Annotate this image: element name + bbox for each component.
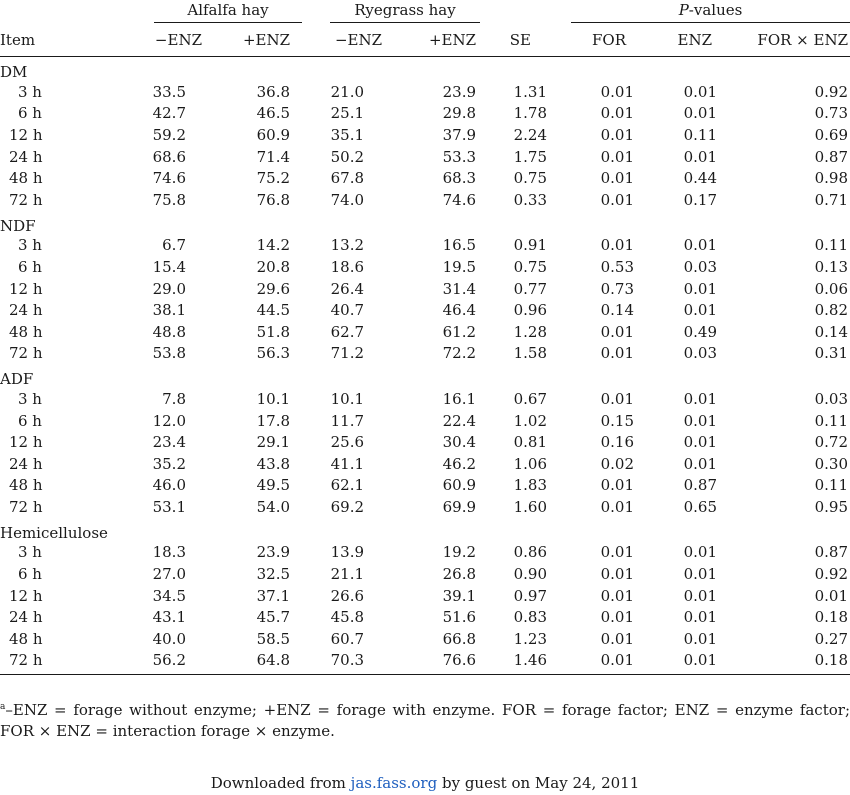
col-header-enz: ENZ xyxy=(677,31,713,49)
cell-se: 0.67 xyxy=(513,389,548,408)
cell-ryegrass-plus-enz: 66.8 xyxy=(442,629,477,648)
table-row xyxy=(0,475,850,497)
cell-ryegrass-minus-enz: 45.8 xyxy=(330,608,365,627)
cell-ryegrass-minus-enz: 50.2 xyxy=(330,147,365,166)
cell-alfalfa-minus-enz: 29.0 xyxy=(152,279,186,298)
cell-p-for-x-enz: 0.71 xyxy=(814,190,849,209)
cell-ryegrass-plus-enz: 39.1 xyxy=(442,586,477,605)
cell-time-label: 3 h xyxy=(18,236,42,255)
group-header-row xyxy=(0,0,850,24)
cell-alfalfa-plus-enz: 71.4 xyxy=(256,147,291,166)
cell-ryegrass-plus-enz: 72.2 xyxy=(442,344,477,363)
section-label: Hemicellulose xyxy=(0,523,108,542)
pvalues-p-label: P xyxy=(678,1,689,19)
cell-p-for-x-enz: 0.14 xyxy=(814,322,849,341)
cell-alfalfa-plus-enz: 54.0 xyxy=(256,497,291,516)
ryegrass-group-header: Ryegrass hay xyxy=(298,0,478,24)
cell-alfalfa-plus-enz: 43.8 xyxy=(256,454,291,473)
cell-p-enz: 0.01 xyxy=(683,629,718,648)
cell-p-for: 0.73 xyxy=(600,279,635,298)
table-row xyxy=(0,628,850,650)
cell-time-label: 72 h xyxy=(9,344,43,363)
cell-time-label: 72 h xyxy=(9,190,43,209)
cell-alfalfa-minus-enz: 18.3 xyxy=(152,543,186,562)
cell-p-for-x-enz: 0.87 xyxy=(814,543,849,562)
cell-p-enz: 0.01 xyxy=(683,147,718,166)
section-row xyxy=(0,211,850,235)
cell-alfalfa-minus-enz: 75.8 xyxy=(152,190,186,209)
table-row xyxy=(0,299,850,321)
cell-se: 0.90 xyxy=(513,565,548,584)
cell-p-for-x-enz: 0.06 xyxy=(814,279,849,298)
cell-alfalfa-minus-enz: 34.5 xyxy=(152,586,186,605)
cell-ryegrass-minus-enz: 70.3 xyxy=(298,650,388,675)
cell-p-for: 0.15 xyxy=(600,411,635,430)
cell-ryegrass-plus-enz: 22.4 xyxy=(442,411,477,430)
section-label: DM xyxy=(0,63,28,81)
cell-p-enz: 0.01 xyxy=(683,104,718,123)
cell-time-label: 24 h xyxy=(9,454,43,473)
cell-se: 1.58 xyxy=(513,344,548,363)
pvalues-group-header xyxy=(563,0,850,24)
cell-alfalfa-plus-enz: 20.8 xyxy=(256,257,291,276)
cell-ryegrass-minus-enz: 26.6 xyxy=(330,586,365,605)
cell-se: 1.06 xyxy=(513,454,548,473)
cell-ryegrass-plus-enz: 69.9 xyxy=(442,497,477,516)
cell-alfalfa-minus-enz: 15.4 xyxy=(152,257,186,276)
cell-ryegrass-minus-enz: 41.1 xyxy=(330,454,365,473)
alfalfa-group-header: Alfalfa hay xyxy=(118,0,298,24)
cell-p-enz: 0.01 xyxy=(683,411,718,430)
cell-p-for-x-enz: 0.01 xyxy=(814,586,849,605)
cell-p-for: 0.01 xyxy=(600,629,635,648)
cell-ryegrass-plus-enz: 29.8 xyxy=(442,104,477,123)
cell-ryegrass-plus-enz: 19.2 xyxy=(442,543,477,562)
cell-p-enz: 0.01 xyxy=(683,433,718,452)
cell-p-for-x-enz: 0.92 xyxy=(814,82,849,101)
cell-p-for: 0.01 xyxy=(600,82,635,101)
cell-alfalfa-minus-enz: 46.0 xyxy=(152,476,186,495)
section-label: ADF xyxy=(0,370,34,389)
cell-p-enz: 0.01 xyxy=(683,454,718,473)
cell-ryegrass-plus-enz: 51.6 xyxy=(442,608,477,627)
cell-p-for: 0.01 xyxy=(600,344,635,363)
cell-p-for: 0.01 xyxy=(600,608,635,627)
cell-alfalfa-minus-enz: 33.5 xyxy=(152,82,186,101)
cell-time-label: 12 h xyxy=(9,125,43,144)
pvalues-suffix-label: -values xyxy=(688,1,743,19)
cell-p-for-x-enz: 0.82 xyxy=(814,301,849,320)
table-row xyxy=(0,496,850,518)
cell-p-enz: 0.01 xyxy=(650,650,730,675)
cell-alfalfa-plus-enz: 51.8 xyxy=(256,322,291,341)
cell-se: 0.75 xyxy=(513,257,548,276)
cell-alfalfa-plus-enz: 23.9 xyxy=(256,543,291,562)
table-row xyxy=(0,606,850,628)
cell-p-for: 0.01 xyxy=(600,104,635,123)
cell-alfalfa-plus-enz: 49.5 xyxy=(256,476,291,495)
cell-p-enz: 0.01 xyxy=(683,608,718,627)
cell-time-label: 24 h xyxy=(9,301,43,320)
col-header-alfalfa-plus-enz: +ENZ xyxy=(242,31,291,49)
table-row xyxy=(0,189,850,211)
download-link[interactable]: jas.fass.org xyxy=(350,774,438,792)
cell-p-enz: 0.01 xyxy=(683,236,718,255)
cell-p-for: 0.01 xyxy=(600,586,635,605)
cell-p-for: 0.16 xyxy=(600,433,635,452)
cell-p-for-x-enz: 0.87 xyxy=(814,147,849,166)
cell-alfalfa-minus-enz: 42.7 xyxy=(152,104,186,123)
cell-p-enz: 0.17 xyxy=(683,190,718,209)
cell-time-label: 12 h xyxy=(9,586,43,605)
cell-se: 0.86 xyxy=(513,543,548,562)
cell-p-for: 0.01 xyxy=(600,543,635,562)
cell-time-label: 3 h xyxy=(18,389,42,408)
cell-time-label: 3 h xyxy=(18,82,42,101)
cell-time-label: 12 h xyxy=(9,279,43,298)
cell-alfalfa-plus-enz: 58.5 xyxy=(256,629,291,648)
cell-p-enz: 0.03 xyxy=(683,257,718,276)
cell-ryegrass-plus-enz: 46.4 xyxy=(442,301,477,320)
cell-se: 1.46 xyxy=(478,650,563,675)
cell-ryegrass-plus-enz: 61.2 xyxy=(442,322,477,341)
cell-alfalfa-plus-enz: 75.2 xyxy=(256,169,291,188)
cell-alfalfa-minus-enz: 74.6 xyxy=(152,169,186,188)
cell-alfalfa-minus-enz: 35.2 xyxy=(152,454,186,473)
cell-p-enz: 0.01 xyxy=(683,586,718,605)
cell-p-for-x-enz: 0.11 xyxy=(814,476,849,495)
cell-alfalfa-minus-enz: 56.2 xyxy=(118,650,208,675)
cell-alfalfa-minus-enz: 12.0 xyxy=(152,411,186,430)
table-row xyxy=(0,585,850,607)
cell-ryegrass-plus-enz: 53.3 xyxy=(442,147,477,166)
col-header-se: SE xyxy=(509,31,532,49)
table-row xyxy=(0,103,850,125)
cell-ryegrass-minus-enz: 35.1 xyxy=(330,125,365,144)
cell-time-label: 48 h xyxy=(9,476,43,495)
cell-alfalfa-plus-enz: 45.7 xyxy=(256,608,291,627)
cell-time-label: 6 h xyxy=(18,411,42,430)
cell-p-for: 0.01 xyxy=(600,476,635,495)
col-header-ryegrass-plus-enz: +ENZ xyxy=(428,31,477,49)
table-row xyxy=(0,256,850,278)
cell-p-for-x-enz: 0.13 xyxy=(814,257,849,276)
cell-se: 1.28 xyxy=(513,322,548,341)
cell-se: 1.75 xyxy=(513,147,548,166)
cell-ryegrass-minus-enz: 40.7 xyxy=(330,301,365,320)
section-row xyxy=(0,57,850,82)
cell-ryegrass-minus-enz: 11.7 xyxy=(330,411,365,430)
cell-se: 0.83 xyxy=(513,608,548,627)
cell-p-for: 0.01 xyxy=(600,389,635,408)
cell-p-enz: 0.01 xyxy=(683,279,718,298)
cell-ryegrass-minus-enz: 13.9 xyxy=(330,543,365,562)
cell-p-enz: 0.65 xyxy=(683,497,718,516)
cell-time-label: 24 h xyxy=(9,608,43,627)
table-row xyxy=(0,81,850,103)
table-row xyxy=(0,453,850,475)
cell-se: 1.02 xyxy=(513,411,548,430)
cell-p-for: 0.01 xyxy=(600,497,635,516)
cell-se: 0.97 xyxy=(513,586,548,605)
cell-ryegrass-minus-enz: 21.0 xyxy=(330,82,365,101)
download-suffix: by guest on May 24, 2011 xyxy=(437,774,640,792)
cell-alfalfa-minus-enz: 6.7 xyxy=(162,236,186,255)
cell-alfalfa-minus-enz: 23.4 xyxy=(152,433,186,452)
cell-ryegrass-plus-enz: 37.9 xyxy=(442,125,477,144)
table-row xyxy=(0,410,850,432)
cell-p-for-x-enz: 0.92 xyxy=(814,565,849,584)
cell-p-for-x-enz: 0.30 xyxy=(814,454,849,473)
cell-p-for: 0.01 xyxy=(600,169,635,188)
cell-p-for: 0.01 xyxy=(600,125,635,144)
col-header-for: FOR xyxy=(592,31,627,49)
cell-alfalfa-minus-enz: 53.8 xyxy=(152,344,186,363)
table-row xyxy=(0,278,850,300)
cell-ryegrass-minus-enz: 69.2 xyxy=(330,497,365,516)
cell-time-label: 48 h xyxy=(9,629,43,648)
table-row xyxy=(0,343,850,365)
cell-p-for: 0.01 xyxy=(600,322,635,341)
cell-alfalfa-minus-enz: 38.1 xyxy=(152,301,186,320)
cell-p-enz: 0.03 xyxy=(683,344,718,363)
cell-alfalfa-plus-enz: 32.5 xyxy=(256,565,291,584)
cell-se: 2.24 xyxy=(513,125,548,144)
download-notice xyxy=(0,774,850,792)
cell-time-label: 48 h xyxy=(9,322,43,341)
cell-p-for-x-enz: 0.27 xyxy=(814,629,849,648)
cell-ryegrass-plus-enz: 23.9 xyxy=(442,82,477,101)
cell-ryegrass-plus-enz: 31.4 xyxy=(442,279,477,298)
cell-ryegrass-plus-enz: 26.8 xyxy=(442,565,477,584)
cell-alfalfa-plus-enz: 17.8 xyxy=(256,411,291,430)
table-row xyxy=(0,388,850,410)
cell-p-enz: 0.01 xyxy=(683,389,718,408)
cell-ryegrass-plus-enz: 46.2 xyxy=(442,454,477,473)
cell-p-for: 0.01 xyxy=(600,147,635,166)
cell-ryegrass-minus-enz: 67.8 xyxy=(330,169,365,188)
cell-alfalfa-minus-enz: 43.1 xyxy=(152,608,186,627)
cell-time-label: 3 h xyxy=(18,543,42,562)
cell-ryegrass-minus-enz: 25.1 xyxy=(330,104,365,123)
cell-p-for-x-enz: 0.11 xyxy=(814,411,849,430)
cell-p-for-x-enz: 0.11 xyxy=(814,236,849,255)
cell-p-for-x-enz: 0.18 xyxy=(730,650,850,675)
cell-ryegrass-minus-enz: 62.1 xyxy=(330,476,365,495)
cell-ryegrass-plus-enz: 68.3 xyxy=(442,169,477,188)
cell-alfalfa-minus-enz: 7.8 xyxy=(162,389,186,408)
cell-p-enz: 0.01 xyxy=(683,565,718,584)
cell-ryegrass-plus-enz: 76.6 xyxy=(388,650,478,675)
cell-p-enz: 0.87 xyxy=(683,476,718,495)
cell-se: 0.96 xyxy=(513,301,548,320)
column-header-row xyxy=(0,24,850,57)
footnote-text: –ENZ = forage without enzyme; +ENZ = forage with enzyme. FOR = forage factor; ENZ = enzyme factor; FOR × ENZ = interaction forage × enzyme. xyxy=(0,701,850,740)
cell-time-label: 6 h xyxy=(18,104,42,123)
table-row xyxy=(0,124,850,146)
cell-alfalfa-minus-enz: 27.0 xyxy=(152,565,186,584)
footnote xyxy=(0,700,850,742)
cell-ryegrass-plus-enz: 60.9 xyxy=(442,476,477,495)
cell-p-enz: 0.01 xyxy=(683,543,718,562)
cell-ryegrass-plus-enz: 19.5 xyxy=(442,257,477,276)
cell-alfalfa-minus-enz: 40.0 xyxy=(152,629,186,648)
cell-p-for-x-enz: 0.72 xyxy=(814,433,849,452)
cell-alfalfa-plus-enz: 29.6 xyxy=(256,279,291,298)
cell-ryegrass-minus-enz: 71.2 xyxy=(330,344,365,363)
cell-ryegrass-minus-enz: 25.6 xyxy=(330,433,365,452)
cell-alfalfa-plus-enz: 60.9 xyxy=(256,125,291,144)
cell-alfalfa-plus-enz: 56.3 xyxy=(256,344,291,363)
section-row xyxy=(0,518,850,542)
cell-p-for-x-enz: 0.18 xyxy=(814,608,849,627)
cell-alfalfa-plus-enz: 14.2 xyxy=(256,236,291,255)
cell-alfalfa-plus-enz: 36.8 xyxy=(256,82,291,101)
cell-alfalfa-minus-enz: 48.8 xyxy=(152,322,186,341)
footnote-marker: a xyxy=(0,702,6,712)
cell-p-for: 0.14 xyxy=(600,301,635,320)
cell-alfalfa-plus-enz: 29.1 xyxy=(256,433,291,452)
cell-p-enz: 0.01 xyxy=(683,82,718,101)
cell-p-enz: 0.01 xyxy=(683,301,718,320)
col-header-alfalfa-minus-enz: −ENZ xyxy=(154,31,202,49)
cell-p-for: 0.01 xyxy=(600,236,635,255)
col-header-for-x-enz: FOR × ENZ xyxy=(757,31,849,49)
cell-ryegrass-minus-enz: 10.1 xyxy=(330,389,365,408)
cell-se: 0.91 xyxy=(513,236,548,255)
cell-ryegrass-minus-enz: 26.4 xyxy=(330,279,365,298)
cell-ryegrass-minus-enz: 13.2 xyxy=(330,236,365,255)
cell-alfalfa-plus-enz: 37.1 xyxy=(256,586,291,605)
cell-alfalfa-plus-enz: 46.5 xyxy=(256,104,291,123)
cell-time-label: 6 h xyxy=(18,257,42,276)
cell-alfalfa-minus-enz: 59.2 xyxy=(152,125,186,144)
download-prefix: Downloaded from xyxy=(210,774,351,792)
cell-se: 0.81 xyxy=(513,433,548,452)
cell-ryegrass-minus-enz: 62.7 xyxy=(330,322,365,341)
table-row xyxy=(0,650,850,675)
cell-p-enz: 0.44 xyxy=(683,169,718,188)
cell-ryegrass-minus-enz: 60.7 xyxy=(330,629,365,648)
cell-p-enz: 0.49 xyxy=(683,322,718,341)
cell-p-for: 0.01 xyxy=(600,565,635,584)
cell-time-label: 72 h xyxy=(0,650,118,675)
table-row xyxy=(0,235,850,257)
col-header-ryegrass-minus-enz: −ENZ xyxy=(334,31,383,49)
cell-alfalfa-minus-enz: 68.6 xyxy=(152,147,186,166)
table-row xyxy=(0,431,850,453)
cell-p-for: 0.02 xyxy=(600,454,635,473)
cell-alfalfa-plus-enz: 64.8 xyxy=(208,650,298,675)
cell-time-label: 6 h xyxy=(18,565,42,584)
cell-p-for-x-enz: 0.31 xyxy=(814,344,849,363)
cell-time-label: 12 h xyxy=(9,433,43,452)
table-row xyxy=(0,542,850,564)
cell-se: 1.60 xyxy=(513,497,548,516)
cell-ryegrass-minus-enz: 18.6 xyxy=(330,257,365,276)
cell-ryegrass-plus-enz: 16.5 xyxy=(442,236,477,255)
cell-se: 1.83 xyxy=(513,476,548,495)
cell-ryegrass-minus-enz: 21.1 xyxy=(330,565,365,584)
cell-p-for: 0.01 xyxy=(563,650,650,675)
cell-se: 0.75 xyxy=(513,169,548,188)
cell-p-for: 0.01 xyxy=(600,190,635,209)
cell-ryegrass-plus-enz: 74.6 xyxy=(442,190,477,209)
table-row xyxy=(0,563,850,585)
cell-alfalfa-plus-enz: 76.8 xyxy=(256,190,291,209)
cell-ryegrass-plus-enz: 16.1 xyxy=(442,389,477,408)
table-row xyxy=(0,146,850,168)
cell-alfalfa-minus-enz: 53.1 xyxy=(152,497,186,516)
cell-p-for: 0.53 xyxy=(600,257,635,276)
section-label: NDF xyxy=(0,216,36,235)
cell-p-for-x-enz: 0.73 xyxy=(814,104,849,123)
cell-alfalfa-plus-enz: 10.1 xyxy=(256,389,291,408)
cell-time-label: 24 h xyxy=(9,147,43,166)
cell-p-enz: 0.11 xyxy=(683,125,718,144)
cell-se: 1.78 xyxy=(513,104,548,123)
cell-ryegrass-plus-enz: 30.4 xyxy=(442,433,477,452)
cell-time-label: 48 h xyxy=(9,169,43,188)
cell-time-label: 72 h xyxy=(9,497,43,516)
table-row xyxy=(0,321,850,343)
cell-p-for-x-enz: 0.95 xyxy=(814,497,849,516)
cell-se: 0.77 xyxy=(513,279,548,298)
cell-se: 1.23 xyxy=(513,629,548,648)
cell-p-for-x-enz: 0.69 xyxy=(814,125,849,144)
section-row xyxy=(0,364,850,388)
cell-p-for-x-enz: 0.03 xyxy=(814,389,849,408)
cell-ryegrass-minus-enz: 74.0 xyxy=(330,190,365,209)
cell-p-for-x-enz: 0.98 xyxy=(814,169,849,188)
cell-se: 1.31 xyxy=(513,82,548,101)
table-row xyxy=(0,167,850,189)
cell-se: 0.33 xyxy=(513,190,548,209)
col-header-item: Item xyxy=(0,31,36,49)
table-body xyxy=(0,57,850,675)
cell-alfalfa-plus-enz: 44.5 xyxy=(256,301,291,320)
